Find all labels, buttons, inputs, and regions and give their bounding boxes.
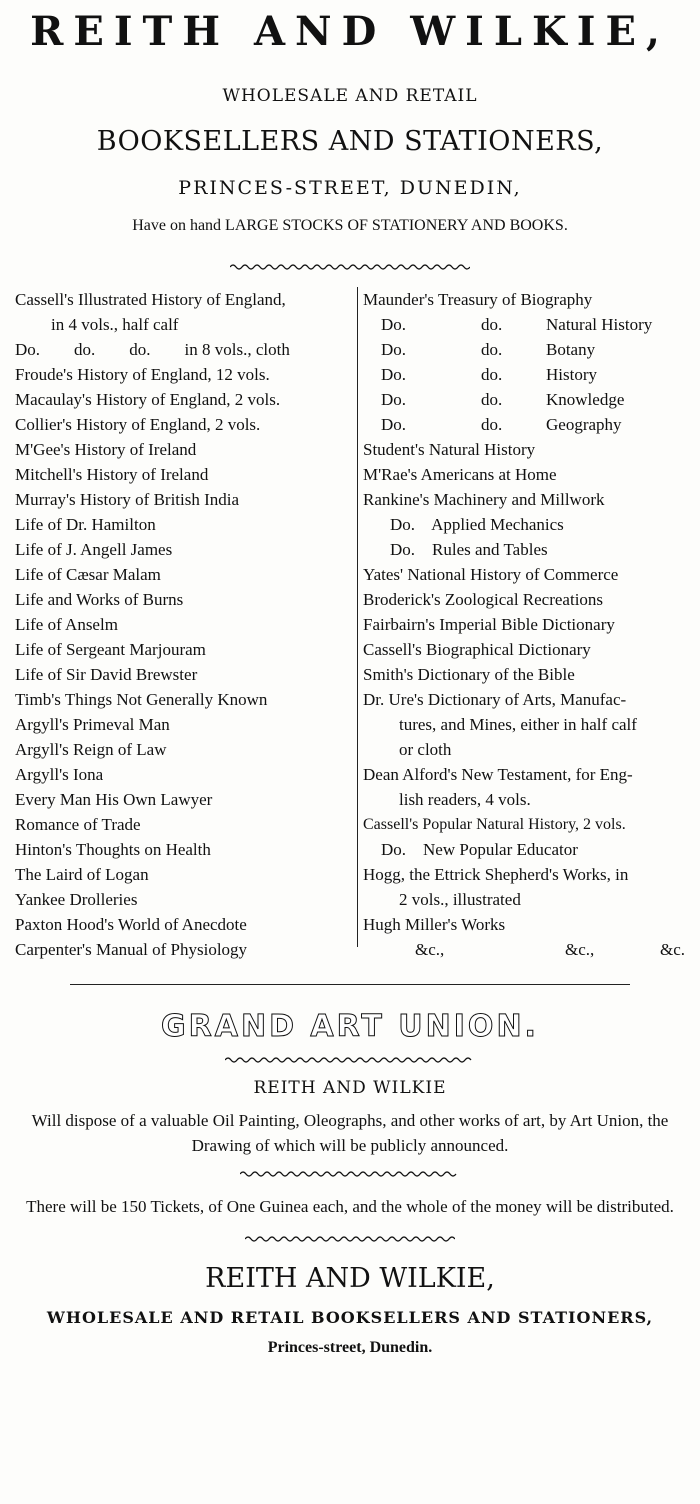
footer-address: Princes-street, Dunedin.	[267, 1339, 433, 1356]
list-item: M'Rae's Americans at Home	[363, 465, 557, 484]
list-item: Life of Sir David Brewster	[15, 665, 198, 684]
list-item: Argyll's Primeval Man	[15, 715, 170, 734]
list-item: Yates' National History of Commerce	[363, 565, 619, 584]
wavy-divider	[240, 1170, 460, 1178]
list-item: Timb's Things Not Generally Known	[15, 690, 268, 709]
do-cell: Knowledge	[546, 390, 625, 409]
list-item: tures, and Mines, either in half calf	[399, 715, 637, 734]
do-cell: Do.	[381, 415, 407, 434]
list-item: Life of Dr. Hamilton	[15, 515, 156, 534]
list-item: Do. do. do. in 8 vols., cloth	[15, 340, 290, 359]
do-cell: do.	[481, 390, 503, 409]
list-item: Life of Sergeant Marjouram	[15, 640, 206, 659]
etc-cell: &c.	[660, 940, 686, 959]
do-cell: Do.	[381, 365, 407, 384]
do-cell: Botany	[546, 340, 596, 359]
tickets-paragraph: There will be 150 Tickets, of One Guinea each, and the whole of the money will be distributed.	[26, 1197, 674, 1216]
wavy-divider	[245, 1235, 455, 1243]
list-item: or cloth	[399, 740, 452, 759]
business-line: BOOKSELLERS AND STATIONERS,	[96, 126, 604, 157]
footer-firm: REITH AND WILKIE,	[205, 1263, 495, 1294]
list-item	[363, 937, 700, 962]
list-item: 2 vols., illustrated	[399, 890, 521, 909]
list-item	[363, 337, 700, 362]
list-item: Hugh Miller's Works	[363, 915, 506, 934]
etc-cell: &c.,	[415, 940, 445, 959]
do-cell: Do.	[381, 315, 407, 334]
list-item: Argyll's Iona	[15, 765, 104, 784]
wavy-divider	[230, 263, 470, 271]
list-item: Do. Applied Mechanics	[390, 515, 564, 534]
list-item: in 4 vols., half calf	[51, 315, 179, 334]
list-item: Life of Anselm	[15, 615, 118, 634]
list-item: Collier's History of England, 2 vols.	[15, 415, 261, 434]
list-item: Life and Works of Burns	[15, 590, 184, 609]
advertisement-page	[0, 8, 700, 1504]
list-item: Carpenter's Manual of Physiology	[15, 940, 248, 959]
do-cell: do.	[481, 365, 503, 384]
firm-title: REITH AND WILKIE,	[30, 8, 670, 55]
horizontal-rule	[70, 984, 630, 985]
art-union-title: GRAND ART UNION.	[161, 1009, 539, 1044]
list-item: Do. Rules and Tables	[390, 540, 548, 559]
list-item: Argyll's Reign of Law	[15, 740, 167, 759]
list-item: Romance of Trade	[15, 815, 141, 834]
do-cell: History	[546, 365, 597, 384]
art-union-firm: REITH AND WILKIE	[253, 1078, 447, 1098]
book-columns	[0, 287, 700, 962]
list-item: Rankine's Machinery and Millwork	[363, 490, 605, 509]
list-item: Paxton Hood's World of Anecdote	[15, 915, 247, 934]
list-item: Mitchell's History of Ireland	[15, 465, 209, 484]
do-cell: Natural History	[546, 315, 653, 334]
list-item: The Laird of Logan	[15, 865, 149, 884]
list-item: Do. New Popular Educator	[381, 840, 578, 859]
list-item: Smith's Dictionary of the Bible	[363, 665, 575, 684]
do-cell: Geography	[546, 415, 622, 434]
list-item: Froude's History of England, 12 vols.	[15, 365, 270, 384]
list-item: Life of J. Angell James	[15, 540, 173, 559]
list-item: Life of Cæsar Malam	[15, 565, 161, 584]
list-item: Macaulay's History of England, 2 vols.	[15, 390, 281, 409]
list-item	[363, 362, 700, 387]
list-item	[363, 387, 700, 412]
list-item: Dr. Ure's Dictionary of Arts, Manufac-	[363, 690, 627, 709]
list-item: Every Man His Own Lawyer	[15, 790, 213, 809]
stock-note: Have on hand LARGE STOCKS OF STATIONERY AND BOOKS.	[132, 217, 568, 234]
do-cell: do.	[481, 340, 503, 359]
list-item: Dean Alford's New Testament, for Eng-	[363, 765, 633, 784]
left-book-list	[0, 287, 357, 962]
list-item: Cassell's Popular Natural History, 2 vols.	[363, 816, 626, 833]
do-cell: Do.	[381, 340, 407, 359]
list-item: Cassell's Biographical Dictionary	[363, 640, 591, 659]
list-item: Fairbairn's Imperial Bible Dictionary	[363, 615, 615, 634]
trade-line: WHOLESALE AND RETAIL	[222, 86, 478, 106]
list-item: Broderick's Zoological Recreations	[363, 590, 604, 609]
address-line: PRINCES-STREET, DUNEDIN,	[178, 177, 522, 199]
dispose-paragraph: Will dispose of a valuable Oil Painting, Oleographs, and other works of art, by Art Union, the Drawing of which will be publicly announced.	[31, 1111, 669, 1155]
list-item	[363, 312, 700, 337]
list-item: Maunder's Treasury of Biography	[363, 290, 593, 309]
right-book-list	[357, 287, 700, 962]
do-cell: do.	[481, 315, 503, 334]
do-cell: do.	[481, 415, 503, 434]
footer-trade: WHOLESALE AND RETAIL BOOKSELLERS AND STATIONERS,	[46, 1308, 654, 1327]
etc-cell: &c.,	[565, 940, 595, 959]
do-cell: Do.	[381, 390, 407, 409]
list-item: Murray's History of British India	[15, 490, 240, 509]
list-item: Yankee Drolleries	[15, 890, 138, 909]
list-item: M'Gee's History of Ireland	[15, 440, 197, 459]
list-item: Student's Natural History	[363, 440, 536, 459]
list-item: lish readers, 4 vols.	[399, 790, 531, 809]
list-item: Hinton's Thoughts on Health	[15, 840, 211, 859]
column-divider	[357, 287, 358, 947]
list-item: Cassell's Illustrated History of England,	[15, 290, 286, 309]
list-item: Hogg, the Ettrick Shepherd's Works, in	[363, 865, 629, 884]
list-item	[363, 412, 700, 437]
wavy-divider	[225, 1056, 475, 1064]
